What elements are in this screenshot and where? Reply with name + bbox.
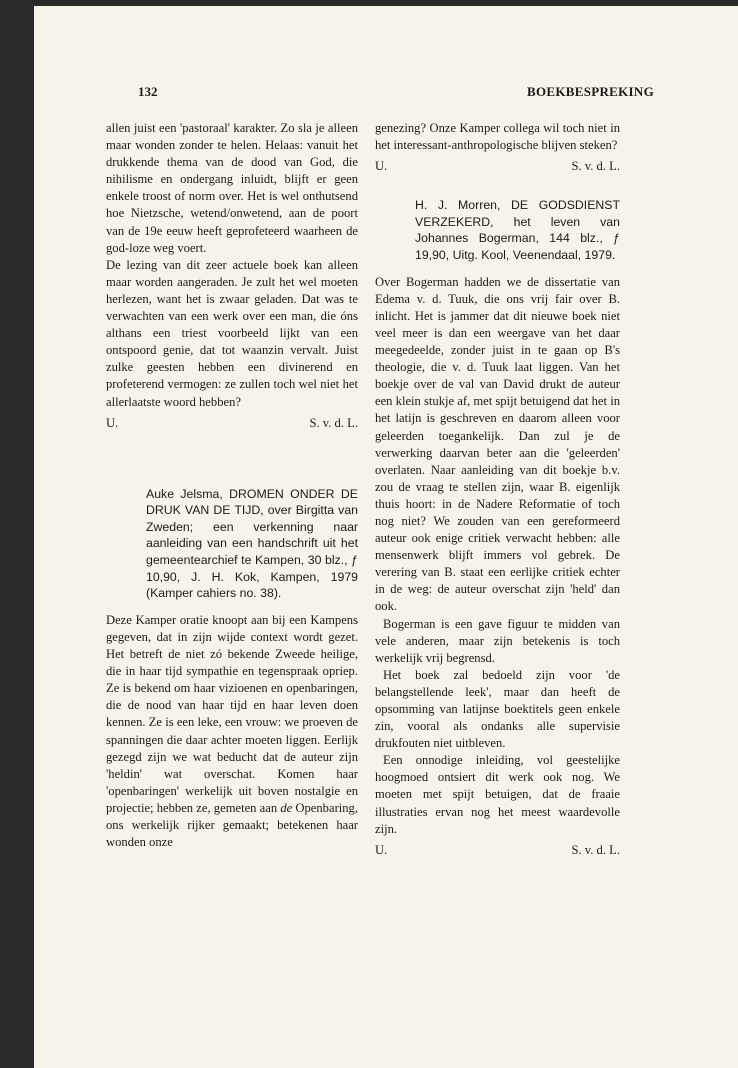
review-signature [375, 842, 620, 859]
right-column [375, 120, 620, 859]
book-details: het leven van Johannes Bogerman, 144 blz., ƒ 19,90, Uitg. Kool, Veenendaal, 1979. [415, 214, 620, 263]
book-details: over Birgitta van Zweden; een verkenning naar aanleiding van een handschrift uit het gemeentearchief te Kampen, 30 blz., ƒ 10,90, J. H. Kok, Kampen, 1979 (Kamper cahiers no. 38). [146, 503, 358, 601]
signature-initial: U. [375, 842, 388, 857]
signature-initial: U. [375, 159, 388, 174]
signature-initial: U. [106, 415, 119, 430]
running-title: BOEKBESPREKING [526, 84, 654, 99]
book-title: DROMEN ONDER DE DRUK VAN DE TIJD, [146, 486, 358, 518]
review-paragraph: Het boek zal bedoeld zijn voor 'de belangstellende leek', maar dan heeft de opsomming van latijnse boektitels geen enkele zin, vooral als ondanks alle supervisie drukfouten niet uitbleven. [375, 667, 620, 751]
review-paragraph: genezing? Onze Kamper collega wil toch niet in het interessant-anthropologische blijven steken? [375, 121, 620, 153]
book-entry [146, 486, 358, 602]
signature-author: S. v. d. L. [309, 415, 358, 430]
left-column [106, 120, 358, 851]
review-paragraph: De lezing van dit zeer actuele boek kan alleen maar worden aangeraden. Je zult het wel moeten herlezen, want het is zwaar geladen. Dat was te verwachten van een werk over een man, die óns althans een triest voorbeeld lijkt van een ontspoord genie, dat tot waanzin vervalt. Juist zulke geesten hebben een divinerend en profeterend vermogen: ze zullen toch wel niet het allerlaatste woord hebben? [106, 257, 358, 409]
review-paragraph: allen juist een 'pastoraal' karakter. Zo sla je alleen maar wonden zonder te helen. Helaas: vanuit het drukkende thema van de dood van God, die nihilisme en ondergang inluidt, blijft er geen enkele troost of norm over. Het is wel onthutsend hoe Nietzsche, wetend/onwetend, aan de poort van de 19e eeuw heeft geprofeteerd waarheen de god-loze weg voert. [106, 121, 358, 255]
book-entry [415, 197, 620, 263]
signature-author: S. v. d. L. [571, 842, 620, 857]
signature-author: S. v. d. L. [571, 159, 620, 174]
review-paragraph: Deze Kamper oratie knoopt aan bij een Kampens gegeven, dat in zijn wijde context wordt gezet. Het betreft de niet zó bekende Zweede heilige, die in haar tijd sympathie en tegenspraak opriep. Ze is bekend om haar vizioenen en openbaringen, die de nood van haar tijd en haar leven doen kennen. Ze is een leke, een vrouw: we proeven de spanningen die daar achter moeten liggen. Eerlijk gezegd zijn we wat beducht dat de auteur zijn 'heldin' wat overschat. Komen haar 'openbaringen' werkelijk uit boven nostalgie en projectie; hebben ze, gemeten aan de Openbaring, ons werkelijk rijker gemaakt; betekenen haar wonden onze [106, 612, 359, 850]
review-signature [375, 158, 620, 175]
review-paragraph: Over Bogerman hadden we de dissertatie van Edema v. d. Tuuk, die ons vrij fair over B. inlicht. Het is jammer dat dit nieuwe boek niet veel meer is dan een weergave van het daar meegedeelde, zonder juist in te gaan op B's theologie, die v. d. Tuuk laat liggen. Van het boekje over de val van David drukt de auteur een klein stukje af, met spijt betuigend dat het in het latijn is geschreven en daarom alleen voor geleerden toegankelijk. Dan zul je de verwerking daarvan beter aan die 'geleerden' overlaten. Naar aanleiding van dit boekje b.v. zou de vraag te stellen zijn, waar B. eigenlijk thuis hoort: in de Nadere Reformatie of toch nog niet? We zouden van een gereformeerd auteur ook enige critiek verwacht hebben: alle mensenwerk blijft immers vol gebrek. De verering van B. staat een eerlijke critiek echter in de weg: de auteur overschat zijn 'held' dan ook. [375, 274, 620, 614]
page-number: 132 [138, 84, 158, 99]
book-title: DE GODSDIENST VERZEKERD, [415, 198, 620, 229]
book-author: Auke Jelsma, [146, 486, 230, 501]
review-signature [106, 415, 358, 432]
review-paragraph: Een onnodige inleiding, vol geestelijke hoogmoed ontsiert dit werk ook nog. We moeten met spijt betuigen, dat de fraaie illustraties ervan nog het meest waardevolle zijn. [375, 753, 620, 836]
book-author: H. J. Morren, [415, 198, 512, 213]
review-paragraph: Bogerman is een gave figuur te midden van vele anderen, maar zijn betekenis is toch werkelijk vrij begrensd. [375, 616, 620, 665]
page-header [138, 84, 654, 104]
